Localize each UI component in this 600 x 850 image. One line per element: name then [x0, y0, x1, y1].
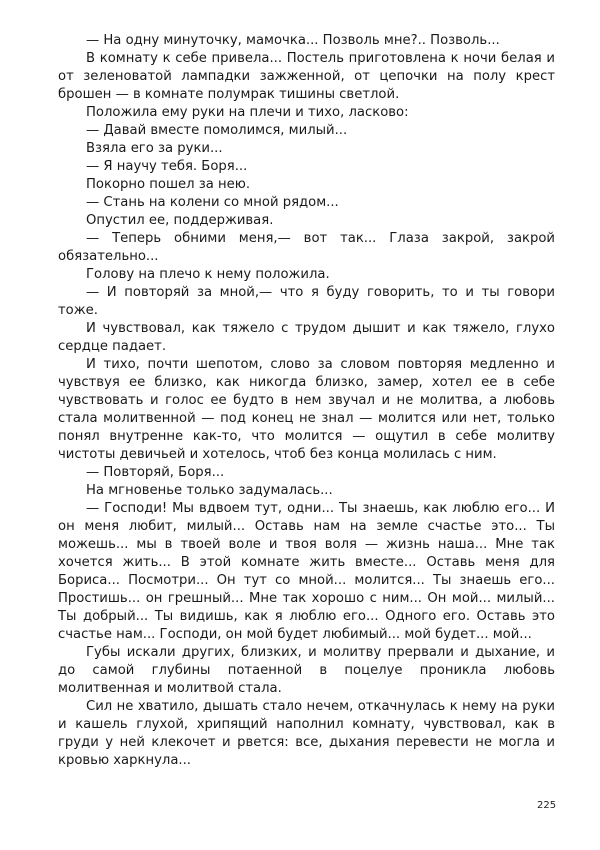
- body-text: [58, 32, 555, 770]
- paragraph: И тихо, почти шепотом, слово за словом повторяя медленно и чувствуя ее близко, как никогда близко, замер, хотел ее в себе чувствовать и голос ее будто в нем звучал и не молитва, а любовь стала молитвенной — под конец не знал — молится или нет, только понял внутренне как-то, что молится — ощутил в себе молитву чистоты девичьей и хотелось, чтоб без конца молилась с ним.: [58, 357, 555, 462]
- paragraph: На мгновенье только задумалась...: [86, 483, 333, 498]
- paragraph: — Господи! Мы вдвоем тут, одни... Ты знаешь, как люблю его... И он меня любит, милый... Оставь нам на земле счастье это... Ты можешь... мы в твоей воле и твоя воля — жизнь наша... Мне так хочется жить... В этой комнате жить вместе... Оставь меня для Бориса... Посмотри... Он тут со мной... молится... Ты знаешь его... Простишь... он грешный... Мне так хорошо с ним... Он мой... милый... Ты добрый... Ты видишь, как я люблю его... Одного его. Оставь это счастье нам... Господи, он мой будет любимый... мой будет... мой...: [58, 501, 555, 642]
- paragraph: Взяла его за руки...: [86, 141, 223, 156]
- paragraph: — На одну минуточку, мамочка... Позволь мне?.. Позволь...: [86, 33, 500, 48]
- paragraph: И чувствовал, как тяжело с трудом дышит и как тяжело, глухо сердце падает.: [58, 321, 555, 354]
- paragraph: — Давай вместе помолимся, милый...: [86, 123, 348, 138]
- paragraph: В комнату к себе привела... Постель приготовлена к ночи белая и от зеленоватой лампадки зажженной, от цепочки на полу крест брошен — в комнате полумрак тишины светлой.: [58, 51, 555, 102]
- paragraph: — Я научу тебя. Боря...: [86, 159, 248, 174]
- paragraph: Губы искали других, близких, и молитву прервали и дыхание, и до самой глубины потаенной в поцелуе проникла любовь молитвенная и молитвой стала.: [58, 645, 555, 696]
- paragraph: — Стань на колени со мной рядом...: [86, 195, 339, 210]
- paragraph: Опустил ее, поддерживая.: [86, 213, 274, 228]
- paragraph: Голову на плечо к нему положила.: [86, 267, 330, 282]
- page-number: 225: [537, 800, 557, 811]
- paragraph: — И повторяй за мной,— что я буду говорить, то и ты говори тоже.: [58, 285, 555, 318]
- paragraph: — Повторяй, Боря...: [86, 465, 225, 480]
- paragraph: Покорно пошел за нею.: [86, 177, 251, 192]
- paragraph: Сил не хватило, дышать стало нечем, откачнулась к нему на руки и кашель глухой, хрипящий наполнил комнату, чувствовал, как в груди у ней клекочет и рвется: все, дыхания перевести не могла и кровью харкнула...: [58, 699, 555, 768]
- paragraph: Положила ему руки на плечи и тихо, ласково:: [86, 105, 409, 120]
- paragraph: — Теперь обними меня,— вот так... Глаза закрой, закрой обязательно...: [58, 231, 555, 264]
